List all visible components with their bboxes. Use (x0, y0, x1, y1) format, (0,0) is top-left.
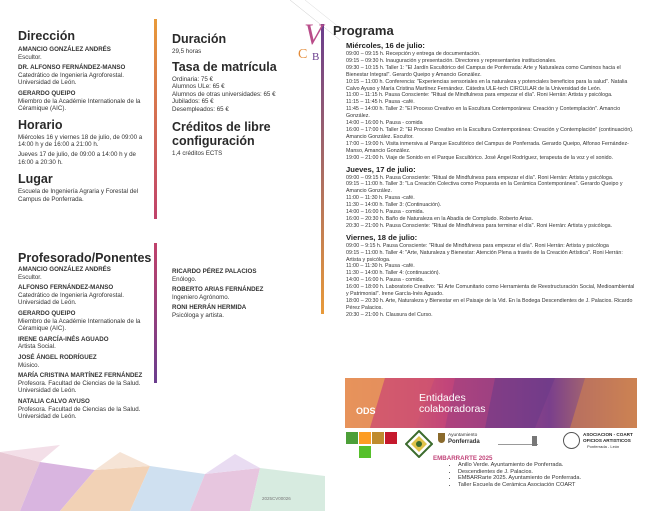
svg-text:V: V (304, 18, 323, 51)
program-item: 11:30 – 14:00 h. Taller 3: (Continuación). (346, 202, 442, 209)
accent-bar-programa (321, 24, 324, 314)
entidad-item: • EMBARRarte 2025. Ayuntamiento de Ponferrada. (458, 475, 638, 482)
direccion-section (18, 29, 148, 203)
ayuntamiento-city: Ponferrada (448, 439, 480, 445)
ponente-role: Catedrático de Ingeniería Agroforestal. Universidad de León. (18, 291, 124, 307)
tasa-line: Ordinaria: 75 € (172, 75, 213, 83)
ponente-role: Enólogo. (172, 275, 197, 283)
ayuntamiento-shield-icon (438, 433, 445, 443)
ponente-role: Miembro de la Académie Internationale de la Céramique (AIC). (18, 317, 141, 333)
direccion-role: Catedrático de Ingeniería Agroforestal. Universidad de León. (18, 71, 124, 87)
tasa-line: Alumnos ULe: 65 € (172, 83, 225, 91)
program-item: 09:15 – 11:00 h. Taller 4: "Arte, Naturaleza y Bienestar: Atención Plena a través de la Creación Artística". Roni Herrán: Artista y psicóloga. (346, 249, 623, 263)
ponente-name: AMANCIO GONZÁLEZ ANDRÉS (18, 266, 111, 273)
tasa-line: Jubilados: 65 € (172, 98, 214, 106)
coart-emblem-icon (563, 432, 580, 449)
ponente-role: Ingeniero Agrónomo. (172, 293, 230, 301)
coart-line2: OFICIOS ARTISTICOS (583, 438, 631, 443)
coart-line3: Ponferrada - León (587, 444, 620, 449)
direccion-role: Miembro de la Académie Internationale de la Céramique (AIC). (18, 97, 141, 113)
tasa-line: Desempleados: 65 € (172, 105, 229, 113)
program-item: 20:30 – 21:00 h. Clausura del Curso. (346, 311, 433, 318)
ponente-role: Profesora. Facultad de Ciencias de la Salud. Universidad de León. (18, 405, 141, 421)
ods-12-icon (372, 432, 384, 444)
entidades-title: Entidades colaboradoras (419, 392, 486, 415)
entidad-item: • Descendientes de J. Palacios. (458, 469, 638, 476)
ponente-name: JOSÉ ÁNGEL RODRÍGUEZ (18, 353, 97, 361)
ods-3-icon (346, 432, 358, 444)
program-item: 14:00 – 16:00 h. Pausa - comida (346, 120, 423, 127)
ponente-name: NATALIA CALVO AYUSO (18, 397, 90, 405)
ponente-name: GERARDO QUEIPO (18, 309, 76, 317)
entidad-item: • Taller Escuela de Cerámica Asociación COART (458, 482, 638, 489)
program-item: 09:15 – 11:00 h. Taller 3: "La Creación Colectiva como Propuesta en la Cerámica Contemporánea". Gerardo Queipo y Amancio González. (346, 181, 623, 195)
day-heading: Jueves, 17 de julio: (346, 164, 416, 174)
ponente-name: IRENE GARCÍA-INÉS AGUADO (18, 335, 109, 343)
horario-line: Miércoles 16 y viernes 18 de julio, de 09:00 a 14:00 h y de 16:00 a 21:00 h. (18, 133, 143, 149)
program-item: 14:00 – 16:00 h. Pausa - comida. (346, 277, 425, 284)
entidad-item: • Anillo Verde. Ayuntamiento de Ponferrada. (458, 462, 638, 469)
ods-icons (346, 432, 398, 472)
svg-text:B: B (312, 51, 320, 63)
cbv-logo (296, 14, 334, 66)
program-item: 10:15 – 11:00 h. Conferencia: "Experiencias sensoriales en la naturaleza y potenciales beneficios para la salud". Natalia Calvo Ayuso y María Cristina Martínez Fernández. Cátedra ULE-tech CIRCULAR de la Universidad de León. (346, 78, 628, 92)
info-section (172, 32, 312, 157)
program-item: 14:00 – 16:00 h. Pausa - comida. (346, 209, 425, 216)
ods-11-icon (359, 432, 371, 444)
duracion-text: 29,5 horas (172, 48, 202, 55)
program-item: 16:00 – 17:00 h. Taller 2: "El Proceso Creativo en la Escultura Contemporánea: Creación y Contemplación" (continuación). Amancio González. Escultor. (346, 126, 634, 140)
program-item: 16:00 – 18:00 h. Laboratorio Creativo: "El Arte Comunitario como Herramienta de Reestructuración Social, Medioambiental y Patrimonial". Irene García-Inés Aguado. (346, 284, 635, 298)
direccion-name: DR. ALFONSO FERNÁNDEZ-MANSO (18, 64, 126, 72)
accent-bar-duracion (154, 19, 157, 219)
program-item: 18:00 – 20:30 h. Arte, Naturaleza y Bienestar en el Paisaje de la Vid. En la Bodega Descendientes de J. Palacios. Ricardo Pérez Palacios. (346, 298, 633, 311)
svg-text:C: C (298, 47, 308, 62)
day-heading: Viernes, 18 de julio: (346, 232, 418, 242)
program-item: 09:15 – 09:30 h. Inauguración y presentación. Directores y representantes institucionales. (346, 57, 557, 64)
ayuntamiento-name: Ayuntamiento (448, 433, 478, 438)
program-item: 17:00 – 19:00 h. Visita inmersiva al Parque Escultórico del Campus de Ponferrada. Gerardo Queipo, Alfonso Fernández-Manso, Amancio González. (346, 140, 629, 154)
palacios-bottle-icon (532, 436, 537, 446)
profesorado-title: Profesorado/Ponentes (18, 251, 152, 265)
lugar-text: Escuela de Ingeniería Agraria y Forestal del Campus de Ponferrada. (18, 188, 139, 203)
horario-line: Jueves 17 de julio, de 09:00 a 14:00 h y de 16:00 a 20:30 h. (18, 150, 136, 166)
direccion-role: Escultor. (18, 53, 42, 61)
ponente-name: ALFONSO FERNÁNDEZ-MANSO (18, 284, 114, 292)
anillo-verde-logo (405, 430, 433, 458)
program-item: 19:00 – 21:00 h. Viaje de Sonido en el Parque Escultórico. José Ángel Rodríguez, terapeuta de la voz y el sonido. (346, 154, 613, 161)
ponente-role: Músico. (18, 361, 40, 369)
program-item: 11:00 – 11:15 h. Pausa Consciente: "Ritual de Mindfulness para empezar el día". Roni Herrán: Artista y psicóloga. (346, 92, 613, 99)
ponente-name: RICARDO PÉREZ PALACIOS (172, 268, 257, 275)
creditos-title: Créditos de libre configuración (172, 119, 271, 148)
direccion-title: Dirección (18, 29, 75, 43)
program-item: 09:00 – 09:15 h. Pausa Consciente: "Ritual de Mindfulness para empezar el día". Roni Herrán: Artista y psicóloga. (346, 174, 614, 181)
program-item: 16:00 – 20:30 h. Baño de Naturaleza en la Abadía de Compludo. Roberto Arias. (346, 215, 533, 222)
entidades-list (448, 462, 638, 488)
tasa-title: Tasa de matrícula (172, 59, 277, 74)
profesorado-col2 (172, 268, 312, 320)
programa-title: Programa (333, 23, 394, 38)
program-item: 11:00 – 11:30 h. Pausa -café. (346, 263, 415, 270)
ponente-role: Artista Social. (18, 343, 56, 351)
program-item: 09:00 – 9:15 h. Pausa Consciente: "Ritual de Mindfulness para empezar el día". Roni Herrán: Artista y psicóloga (346, 242, 609, 249)
tasa-line: Alumnos de otras universidades: 65 € (172, 90, 276, 98)
profesorado-section (18, 251, 318, 265)
palacios-logo (496, 436, 546, 452)
horario-title: Horario (18, 117, 63, 132)
embarrarte-label: EMBARRARTE 2025 (433, 455, 493, 462)
ods-15-icon (359, 446, 371, 458)
ponente-name: ROBERTO ARIAS FERNÁNDEZ (172, 286, 264, 294)
program-item: 20:30 – 21:00 h. Pausa Consciente: "Ritual de Mindfulness para terminar el día". Roni Herrán: Artista y psicóloga. (346, 222, 613, 229)
lugar-title: Lugar (18, 172, 53, 187)
duracion-title: Duración (172, 32, 227, 46)
ods-4-icon (385, 432, 397, 444)
profesorado-col1 (18, 266, 153, 421)
program-item: 11:30 – 14:00 h. Taller 4: (continuación). (346, 270, 441, 277)
creditos-text: 1,4 créditos ECTS (172, 149, 223, 157)
program-item: 09:30 – 10:15 h. Taller 1: "El Jardín Escultórico del Campus de Ponferrada: Arte y Naturaleza como Caminos hacia el Bienestar Integral". Gerardo Queipo y Amancio González. (346, 64, 621, 78)
day-heading: Miércoles, 16 de julio: (346, 41, 425, 50)
program-item: 11:15 – 11:45 h. Pausa -café. (346, 99, 415, 106)
document-code: 2025CV00026 (262, 496, 291, 501)
ponente-role: Profesora. Facultad de Ciencias de la Salud. Universidad de León. (18, 379, 141, 395)
coart-line1: ASOCIACION - COART (583, 432, 633, 437)
ponente-name: MARÍA CRISTINA MARTÍNEZ FERNÁNDEZ (18, 372, 143, 380)
ponente-role: Psicóloga y artista. (172, 311, 224, 319)
direccion-name: AMANCIO GONZÁLEZ ANDRÉS (18, 46, 111, 53)
ponente-name: RONI HERRÁN HERMIDA (172, 304, 247, 312)
program-item: 11:45 – 14:00 h. Taller 2: "El Proceso Creativo en la Escultura Contemporánea: Creación y Contemplación". Amancio González. (346, 106, 621, 120)
ods-label: ODS (356, 406, 376, 416)
ponente-role: Escultor. (18, 273, 42, 281)
program-item: 09:00 – 09:15 h. Recepción y entrega de documentación. (346, 51, 481, 57)
program-item: 11:00 – 11:30 h. Pausa -café. (346, 195, 415, 202)
direccion-name: GERARDO QUEIPO (18, 89, 76, 97)
programa-section (332, 24, 638, 319)
